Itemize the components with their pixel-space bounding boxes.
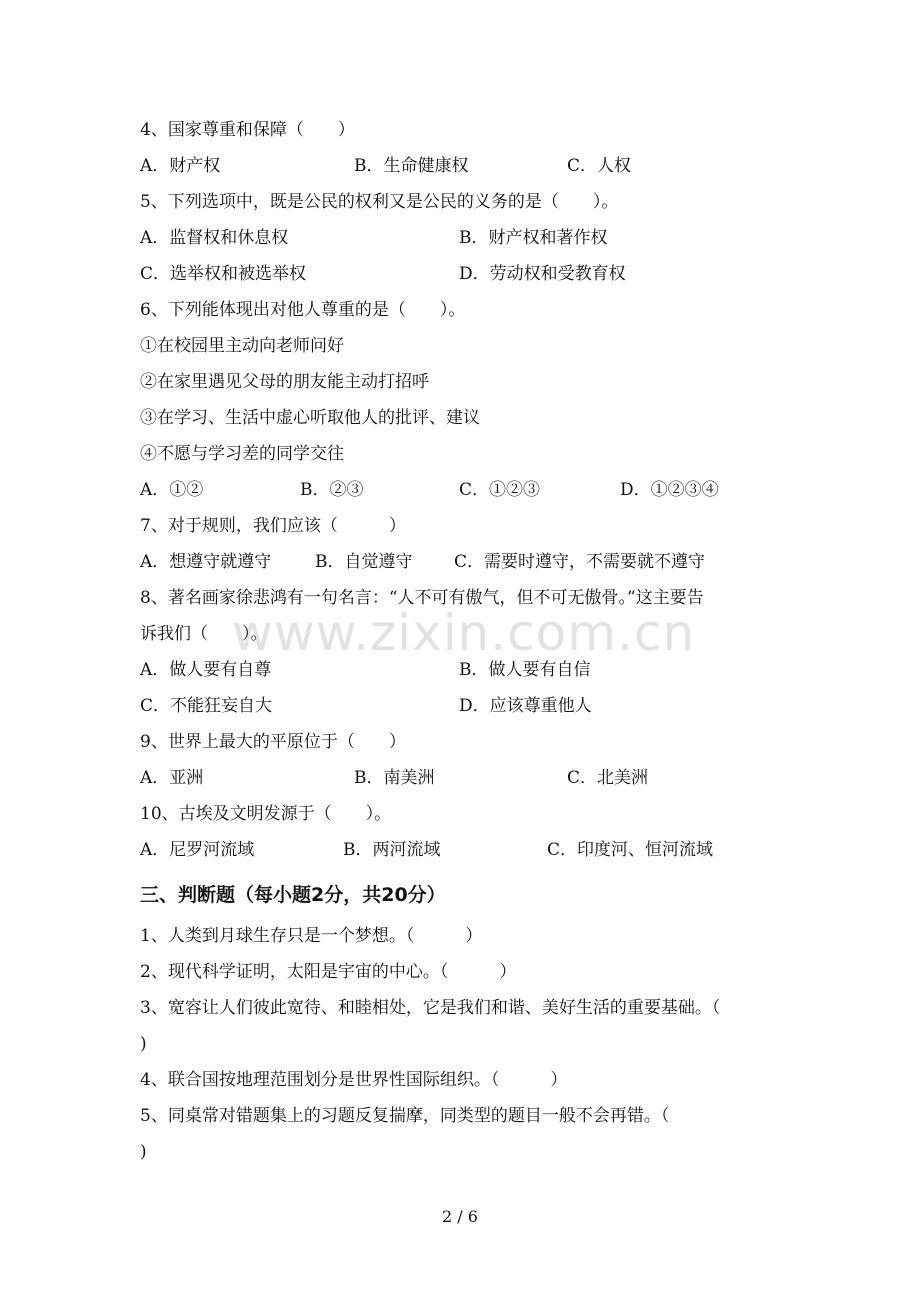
question-6-item-4: ④不愿与学习差的同学交往 <box>140 444 344 464</box>
question-6-stem: 6、下列能体现出对他人尊重的是（ ）。 <box>140 300 466 320</box>
question-4-option-a: A．财产权 <box>140 156 221 176</box>
judgement-item-1: 1、人类到月球生存只是一个梦想。（ ） <box>140 926 483 946</box>
question-6-option-a: A．①② <box>140 480 204 500</box>
question-6-option-d: D．①②③④ <box>620 480 719 500</box>
question-10-stem: 10、古埃及文明发源于（ ）。 <box>140 804 392 824</box>
question-4-stem: 4、国家尊重和保障（ ） <box>140 120 355 140</box>
question-10-option-a: A．尼罗河流域 <box>140 840 255 860</box>
question-4-option-b: B．生命健康权 <box>354 156 469 176</box>
question-7-option-b: B．自觉遵守 <box>315 552 413 572</box>
question-9-option-a: A．亚洲 <box>140 768 204 788</box>
question-6-item-3: ③在学习、生活中虚心听取他人的批评、建议 <box>140 408 480 428</box>
question-8-option-c: C．不能狂妄自大 <box>140 696 273 716</box>
judgement-item-3-continuation: ) <box>140 1034 147 1054</box>
question-6-option-b: B．②③ <box>300 480 364 500</box>
question-6-item-2: ②在家里遇见父母的朋友能主动打招呼 <box>140 372 429 392</box>
question-8-option-d: D．应该尊重他人 <box>459 696 592 716</box>
question-7-option-c: C．需要时遵守，不需要就不遵守 <box>454 552 706 572</box>
question-5-option-d: D．劳动权和受教育权 <box>459 264 626 284</box>
question-5-option-b: B．财产权和著作权 <box>459 228 608 248</box>
judgement-item-2: 2、现代科学证明，太阳是宇宙的中心。（ ） <box>140 962 517 982</box>
judgement-item-3: 3、宽容让人们彼此宽待、和睦相处，它是我们和谐、美好生活的重要基础。（ <box>140 998 721 1018</box>
question-7-stem: 7、对于规则，我们应该（ ） <box>140 516 406 536</box>
question-4-option-c: C．人权 <box>567 156 632 176</box>
question-9-option-c: C．北美洲 <box>567 768 649 788</box>
question-8-option-b: B．做人要有自信 <box>459 660 591 680</box>
question-9-stem: 9、世界上最大的平原位于（ ） <box>140 732 406 752</box>
judgement-item-4: 4、联合国按地理范围划分是世界性国际组织。（ ） <box>140 1070 568 1090</box>
question-10-option-b: B．两河流域 <box>343 840 441 860</box>
question-5-option-a: A．监督权和休息权 <box>140 228 289 248</box>
judgement-item-5: 5、同桌常对错题集上的习题反复揣摩，同类型的题目一般不会再错。（ <box>140 1106 670 1126</box>
judgement-item-5-continuation: ) <box>140 1142 147 1162</box>
section-3-heading: 三、判断题（每小题2分，共20分） <box>140 884 446 906</box>
question-9-option-b: B．南美洲 <box>354 768 435 788</box>
page-number: 2 / 6 <box>442 1207 478 1226</box>
question-8-stem-line-1: 8、著名画家徐悲鸿有一句名言：“人不可有傲气，但不可无傲骨。”这主要告 <box>140 588 704 608</box>
question-8-stem-line-2: 诉我们（ ）。 <box>140 624 268 644</box>
question-5-option-c: C．选举权和被选举权 <box>140 264 307 284</box>
question-10-option-c: C．印度河、恒河流域 <box>547 840 714 860</box>
question-8-option-a: A．做人要有自尊 <box>140 660 272 680</box>
question-5-stem: 5、下列选项中，既是公民的权利又是公民的义务的是（ ）。 <box>140 192 619 212</box>
question-6-item-1: ①在校园里主动向老师问好 <box>140 336 344 356</box>
question-6-option-c: C．①②③ <box>459 480 541 500</box>
watermark: www.zixin.com.cn <box>232 604 696 662</box>
question-7-option-a: A．想遵守就遵守 <box>140 552 272 572</box>
